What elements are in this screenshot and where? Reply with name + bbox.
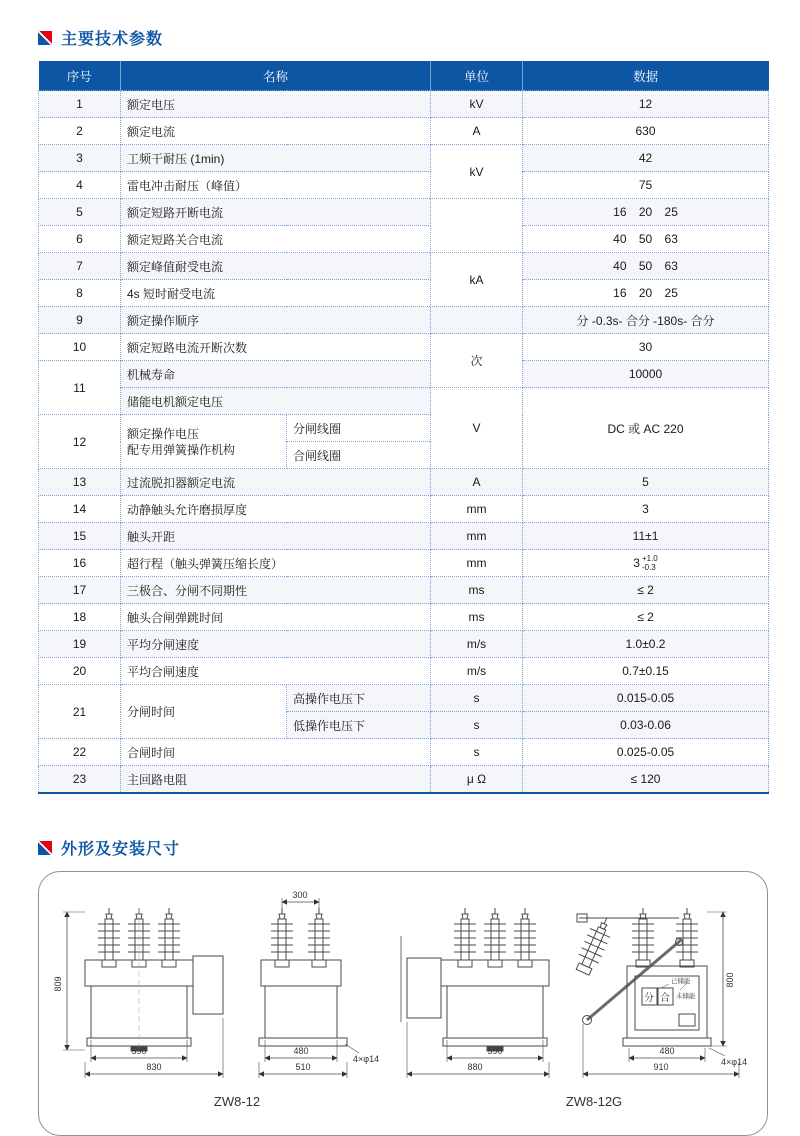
dim-height-label: 800 bbox=[725, 972, 735, 988]
table-row: 12 额定操作电压 配专用弹簧操作机构 分闸线圈 bbox=[39, 415, 769, 442]
table-row: 18 触头合闸弹跳时间 ms ≤ 2 bbox=[39, 604, 769, 631]
dim-overall-width-label: 880 bbox=[467, 1062, 483, 1072]
table-row: 7 额定峰值耐受电流 kA 40 50 63 bbox=[39, 253, 769, 280]
zw8-12g-side-view bbox=[573, 908, 748, 1078]
parameters-table bbox=[38, 61, 769, 794]
uncharged-label: 未储能 bbox=[676, 993, 696, 1000]
technical-drawings bbox=[39, 872, 767, 1135]
table-row: 16 超行程（触头弹簧压缩长度） mm 3 +1.0 -0.3 bbox=[39, 550, 769, 577]
empty-unit-cell bbox=[431, 199, 523, 253]
charged-label: 已储能 bbox=[671, 978, 691, 985]
table-row: 14 动静触头允许磨损厚度 mm 3 bbox=[39, 496, 769, 523]
tolerance-value: 3 +1.0 -0.3 bbox=[523, 550, 769, 577]
table-row: 17 三极合、分闸不同期性 ms ≤ 2 bbox=[39, 577, 769, 604]
close-indicator-label: 合 bbox=[660, 993, 670, 1004]
table-row: 10 额定短路电流开断次数 次 30 bbox=[39, 334, 769, 361]
section-title: 主要技术参数 bbox=[61, 31, 164, 48]
table-row: 9 额定操作顺序 分 -0.3s- 合分 -180s- 合分 bbox=[39, 307, 769, 334]
section-bullet-icon bbox=[38, 841, 52, 855]
col-header-no: 序号 bbox=[39, 61, 121, 91]
table-row: 2 额定电流 A 630 bbox=[39, 118, 769, 145]
table-row: 22 合闸时间 s 0.025-0.05 bbox=[39, 739, 769, 766]
table-row: 低操作电压下 s 0.03-0.06 bbox=[39, 712, 769, 739]
drawings-panel bbox=[38, 871, 768, 1136]
dim-pole-spacing-label: 300 bbox=[292, 890, 308, 900]
table-row: 23 主回路电阻 μ Ω ≤ 120 bbox=[39, 766, 769, 794]
dim-side-overall-label: 510 bbox=[295, 1062, 311, 1072]
zw8-12g-front-view bbox=[401, 908, 549, 1078]
empty-unit-cell bbox=[431, 307, 523, 334]
zw8-12-side-view bbox=[259, 890, 379, 1078]
col-header-unit: 单位 bbox=[431, 61, 523, 91]
table-row: 20 平均合闸速度 m/s 0.7±0.15 bbox=[39, 658, 769, 685]
section-dimensions bbox=[38, 836, 768, 1136]
section-title: 外形及安装尺寸 bbox=[61, 841, 181, 858]
zw8-12-front-view bbox=[53, 908, 223, 1078]
table-row: 8 4s 短时耐受电流 16 20 25 bbox=[39, 280, 769, 307]
holes-callout-label: 4×φ14 bbox=[353, 1054, 380, 1064]
table-row: 6 额定短路关合电流 40 50 63 bbox=[39, 226, 769, 253]
table-row: 15 触头开距 mm 11±1 bbox=[39, 523, 769, 550]
open-indicator-label: 分 bbox=[644, 993, 654, 1004]
table-row: 11 机械寿命 10000 bbox=[39, 361, 769, 388]
section-header-dimensions bbox=[38, 836, 768, 859]
dim-side-overall-label: 910 bbox=[653, 1062, 669, 1072]
model-label-zw8-12g: ZW8-12G bbox=[565, 1094, 623, 1109]
table-row: 5 额定短路开断电流 16 20 25 bbox=[39, 199, 769, 226]
holes-callout-label: 4×φ14 bbox=[721, 1057, 748, 1067]
table-row: 1 额定电压 kV 12 bbox=[39, 91, 769, 118]
table-row: 3 工频干耐压 (1min) kV 42 bbox=[39, 145, 769, 172]
dim-body-width-label: 590 bbox=[487, 1046, 503, 1056]
row-12-name: 额定操作电压 配专用弹簧操作机构 bbox=[121, 415, 287, 469]
dim-height-label: 809 bbox=[53, 976, 63, 992]
table-row: 4 雷电冲击耐压（峰值） 75 bbox=[39, 172, 769, 199]
col-header-data: 数据 bbox=[523, 61, 769, 91]
dim-overall-width-label: 830 bbox=[146, 1062, 162, 1072]
section-header-parameters bbox=[38, 26, 768, 49]
table-row: 19 平均分闸速度 m/s 1.0±0.2 bbox=[39, 631, 769, 658]
dim-body-width-label: 590 bbox=[131, 1046, 147, 1056]
table-row: 21 分闸时间 高操作电压下 s 0.015-0.05 bbox=[39, 685, 769, 712]
section-bullet-icon bbox=[38, 31, 52, 45]
table-row: 13 过流脱扣器额定电流 A 5 bbox=[39, 469, 769, 496]
dim-side-width-label: 480 bbox=[659, 1046, 675, 1056]
col-header-name: 名称 bbox=[121, 61, 431, 91]
table-row: 储能电机额定电压 V DC 或 AC 220 bbox=[39, 388, 769, 415]
dim-side-width-label: 480 bbox=[293, 1046, 309, 1056]
table-header-row bbox=[39, 61, 769, 91]
model-label-zw8-12: ZW8-12 bbox=[213, 1094, 261, 1109]
table-row: 合闸线圈 bbox=[39, 442, 769, 469]
